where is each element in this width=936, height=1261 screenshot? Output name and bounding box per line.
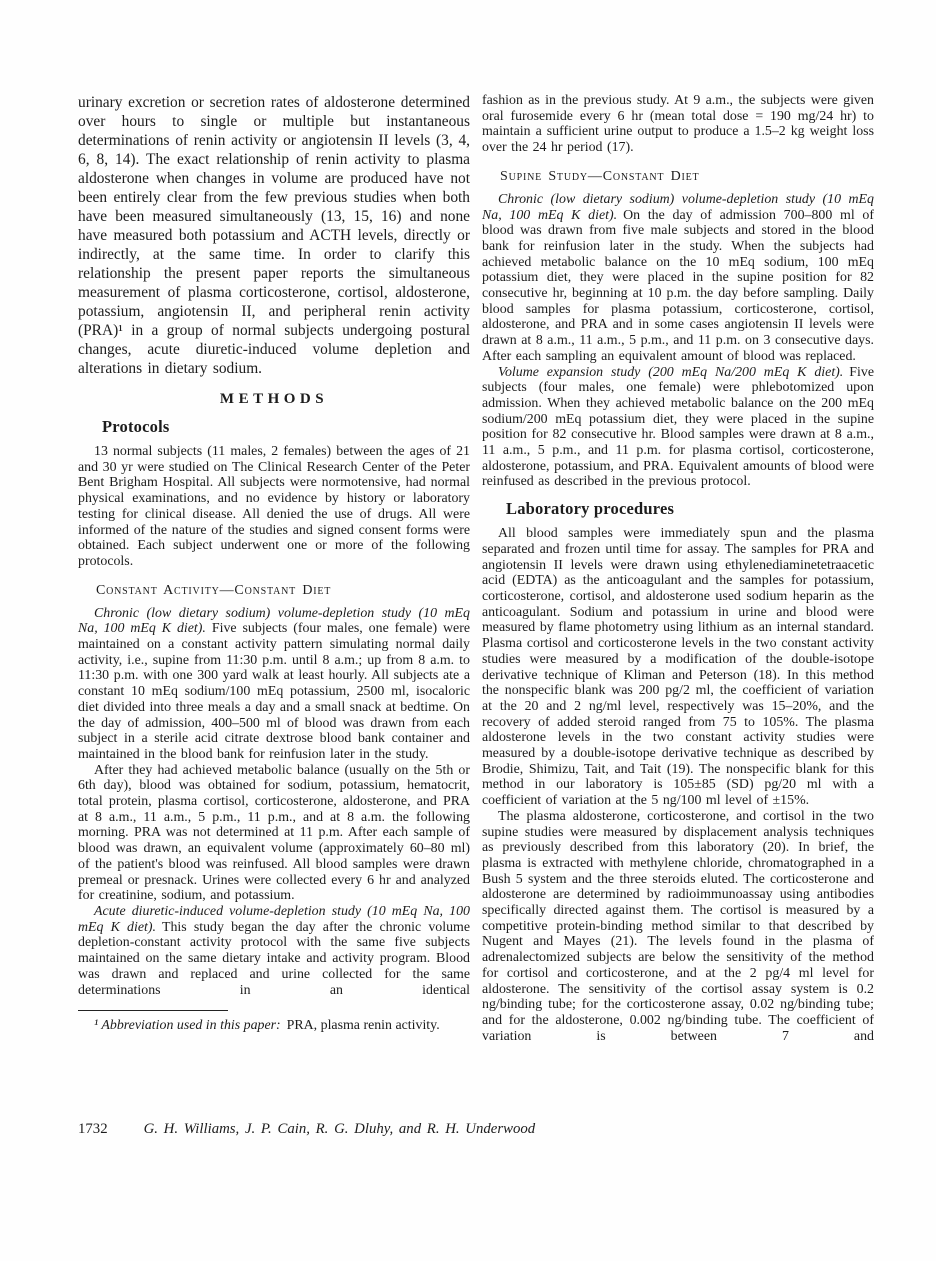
acute-study-paragraph [78, 904, 470, 998]
laboratory-paragraph-2: The plasma aldosterone, corticosterone, and cortisol in the two supine studies were measured by displacement analysis techniques as previously described from this laboratory (20). In brief, the plasma is extracted with methylene chloride, chromatographed in a Bush 5 system and the three steroids eluted. The corticosterone and aldosterone are determined by radioimmunoassay using antibodies specifically directed against them. The cortisol is measured by a competitive protein-binding method similar to that described by Nugent and Mayes (21). The levels found in the plasma of adrenalectomized subjects are below the sensitivity of the method for cortisol and corticosterone, and at the 2 pg/4 ml level for aldosterone. The sensitivity of the cortisol assay system is 0.2 ng/binding tube; for the corticosterone assay, 0.02 ng/binding tube; and for the aldosterone, 0.002 ng/binding tube. The coefficient of variation is between 7 and [482, 808, 874, 1044]
chronic-study-body: Five subjects (four males, one female) were maintained on a constant activity pattern simulating normal daily activity, i.e., supine from 11:30 p.m. until 8 a.m.; up from 8 a.m. to 11:30 p.m. with one 300 yard walk at least hourly. All subjects ate a constant 10 mEq sodium/100 mEq potassium, 2500 ml, isocaloric diet divided into three meals a day and a small snack at bedtime. On the day of admission, 400–500 ml of blood was drawn from each subject in a sterile acid citrate dextrose blood bank container and maintained in the blood bank for reinfusion later in the study. [78, 621, 470, 762]
methods-heading: METHODS [219, 391, 329, 407]
volume-expansion-lead: Volume expansion study (200 mEq Na/200 mEq K diet). [498, 364, 844, 380]
supine-chronic-paragraph [482, 192, 874, 365]
acute-study-lead: Acute diuretic-induced volume-depletion study (10 mEq Na, 100 mEq K diet). [78, 903, 470, 935]
supine-study-diet-heading: Supine Study—Constant Diet [500, 168, 700, 184]
supine-chronic-body: On the day of admission 700–800 ml of blood was drawn from five male subjects and stored in the blood bank for reinfusion later in the study. When the subjects had achieved metabolic balance on the 10 mEq sodium, 100 mEq potassium diet, they were placed in the supine position for 82 consecutive hr, beginning at 10 p.m. the day before sampling. Daily blood samples for plasma potassium, corticosterone, cortisol, aldosterone, and PRA and in some cases angiotensin II levels were drawn at 8 a.m., 11 a.m., 5 p.m., and 11 p.m. on 3 consecutive days. After each sampling an equivalent amount of blood was replaced. [482, 207, 874, 364]
supine-chronic-lead: Chronic (low dietary sodium) volume-depletion study (10 mEq Na, 100 mEq K diet). [482, 191, 874, 223]
chronic-study-paragraph [78, 606, 470, 763]
acute-study-body: This study began the day after the chronic volume depletion-constant activity protocol with the same five subjects maintained on the same dietary intake and activity program. Blood was drawn and replaced and urine collected for the same determinations in an identical [78, 919, 470, 998]
page-number: 1732 [78, 1121, 108, 1137]
protocols-heading: Protocols [102, 417, 170, 436]
laboratory-procedures-heading: Laboratory procedures [506, 499, 675, 519]
footnote [78, 1018, 470, 1034]
intro-paragraph: urinary excretion or secretion rates of aldosterone determined over hours to single or multiple but instantaneous determinations of renin activity or angiotensin II levels (3, 4, 6, 8, 14). The exact relationship of renin activity to plasma aldosterone when changes in volume are produced have not been entirely clear from the few previous studies when both have been measured simultaneously (13, 15, 16) and none have measured both potassium and ACTH levels, directly or indirectly, at the same time. In order to clarify this relationship the present paper reports the simultaneous measurement of plasma corticosterone, cortisol, aldosterone, potassium, angiotensin II, and peripheral renin activity (PRA)¹ in a group of normal subjects undergoing postural changes, acute diuretic-induced volume depletion and alterations in dietary sodium. [78, 94, 470, 377]
furosemide-paragraph: fashion as in the previous study. At 9 a.m., the subjects were given oral furosemide every 6 hr (mean total dose = 190 mg/24 hr) to maintain a sufficient urine output to produce a 1.5–2 kg weight loss over the 24 hr period (17). [482, 93, 874, 156]
constant-activity-diet-heading: Constant Activity—Constant Diet [96, 582, 332, 598]
laboratory-paragraph-1: All blood samples were immediately spun and the plasma separated and frozen until time for assay. The samples for PRA and angiotensin II levels were drawn using ethylenediaminetetraacetic acid (EDTA) as the anticoagulant and the samples for potassium, corticosterone, cortisol, and aldosterone used sodium heparin as the anticoagulant. Sodium and potassium in urine and blood were measured by flame photometry using lithium as an internal standard. Plasma cortisol and corticosterone levels in the two constant activity studies were measured by a modification of the double-isotope derivative technique of Kliman and Peterson (18). In this method the nonspecific blank was 200 pg/2 ml, the coefficient of variation at the 20 and 2 ng/ml level, respectively was 15–20%, and the recovery of added steroid ranged from 75 to 105%. The plasma aldosterone levels in the two constant activity studies were measured by a double-isotope derivative technique as described by Brodie, Shimizu, Tait, and Tait (19). The nonspecific blank for this method in our laboratory is 105±85 (SD) pg/20 ml with a coefficient of variation at the 5 ng/100 ml level of ±15%. [482, 526, 874, 809]
page-footer [78, 1121, 878, 1138]
footnote-divider [78, 1010, 228, 1011]
volume-expansion-paragraph [482, 365, 874, 491]
protocols-paragraph: 13 normal subjects (11 males, 2 females) between the ages of 21 and 30 yr were studied on The Clinical Research Center of the Peter Bent Brigham Hospital. All subjects were normotensive, had normal physical examinations, and no evidence by history or laboratory testing for clinical disease. All denied the use of drugs. All were informed of the nature of the studies and signed consent forms were obtained. Each subject underwent one or more of the following protocols. [78, 444, 470, 569]
footnote-lead: ¹ Abbreviation used in this paper: [94, 1018, 281, 1034]
left-column [78, 93, 470, 1034]
footnote-body: PRA, plasma renin activity. [286, 1018, 440, 1034]
metabolic-balance-paragraph: After they had achieved metabolic balance (usually on the 5th or 6th day), blood was obtained for sodium, potassium, hematocrit, total protein, plasma cortisol, corticosterone, aldosterone, and PRA at 8 a.m., 11 a.m., 5 p.m., 11 p.m., and at 8 a.m. the following morning. PRA was not determined at 11 p.m. After each sample of blood was drawn, an equivalent volume (approximately 60–80 ml) of the patient's blood was reinfused. All blood samples were drawn premeal or presnack. Urines were collected every 6 hr and analyzed for creatinine, sodium, and potassium. [78, 762, 470, 904]
chronic-study-lead: Chronic (low dietary sodium) volume-depletion study (10 mEq Na, 100 mEq K diet). [78, 605, 470, 637]
footer-authors: G. H. Williams, J. P. Cain, R. G. Dluhy, and R. H. Underwood [143, 1121, 536, 1137]
right-column [482, 93, 874, 1044]
volume-expansion-body: Five subjects (four males, one female) were phlebotomized upon admission. When they achieved metabolic balance on the 200 mEq sodium/200 mEq potassium diet, they were placed in the supine position for 82 consecutive hr. Blood samples were drawn at 8 a.m., 11 a.m., 5 p.m., and 11 p.m. for plasma cortisol, corticosterone, aldosterone, potassium, and PRA. Equivalent amounts of blood were reinfused as described in the previous protocol. [482, 364, 874, 490]
